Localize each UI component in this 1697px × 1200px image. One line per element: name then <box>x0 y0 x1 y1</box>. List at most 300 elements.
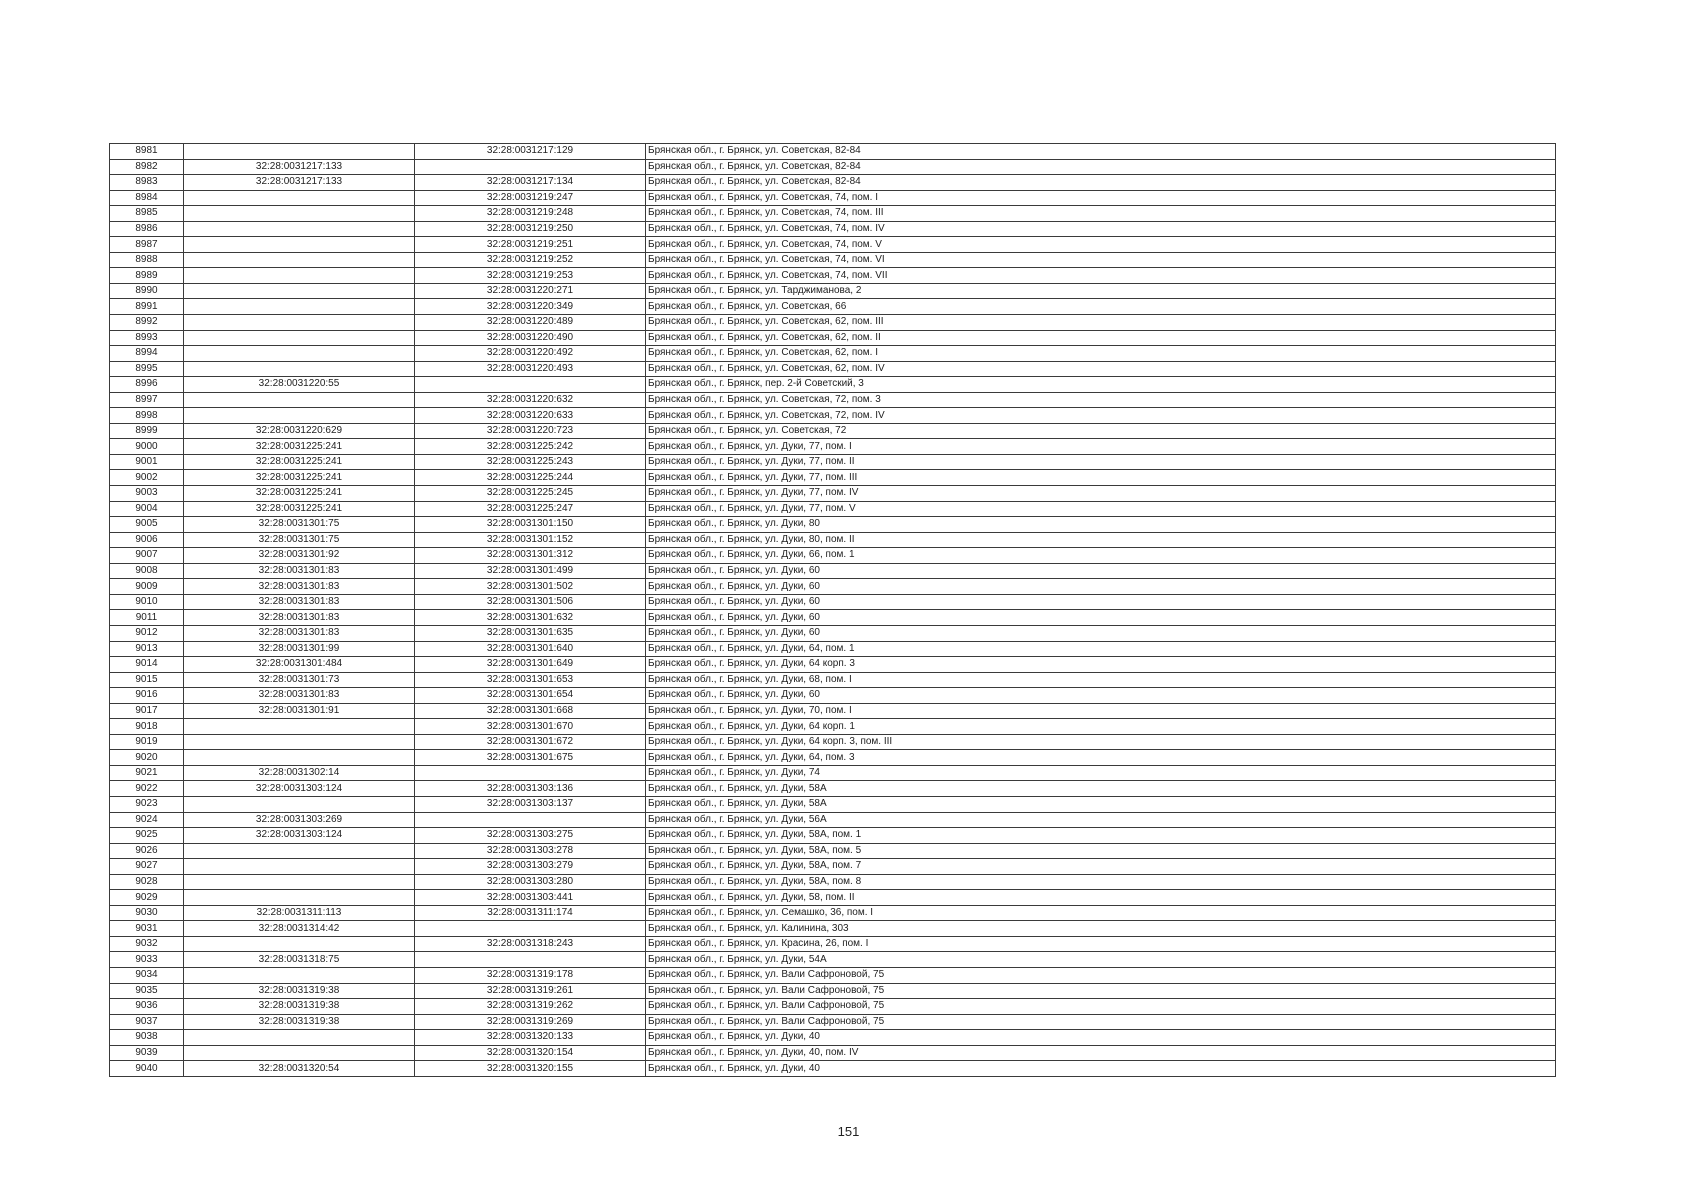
address-cell: Брянская обл., г. Брянск, ул. Дуки, 68, пом. I <box>646 672 1556 688</box>
parent-cadastral-number-cell: 32:28:0031301:75 <box>184 532 415 548</box>
cadastral-number-cell: 32:28:0031219:247 <box>415 190 646 206</box>
cadastral-number-cell: 32:28:0031301:653 <box>415 672 646 688</box>
parent-cadastral-number-cell <box>184 750 415 766</box>
row-number-cell: 9021 <box>110 765 184 781</box>
address-cell: Брянская обл., г. Брянск, ул. Дуки, 60 <box>646 579 1556 595</box>
cadastral-number-cell: 32:28:0031301:502 <box>415 579 646 595</box>
cadastral-number-cell: 32:28:0031220:632 <box>415 392 646 408</box>
parent-cadastral-number-cell <box>184 330 415 346</box>
cadastral-number-cell: 32:28:0031301:312 <box>415 548 646 564</box>
address-cell: Брянская обл., г. Брянск, ул. Дуки, 77, пом. V <box>646 501 1556 517</box>
address-cell: Брянская обл., г. Брянск, ул. Советская, 62, пом. I <box>646 346 1556 362</box>
table-row <box>110 781 1556 797</box>
parent-cadastral-number-cell: 32:28:0031301:83 <box>184 563 415 579</box>
table-row <box>110 408 1556 424</box>
parent-cadastral-number-cell: 32:28:0031318:75 <box>184 952 415 968</box>
row-number-cell: 9036 <box>110 999 184 1015</box>
parent-cadastral-number-cell <box>184 144 415 160</box>
row-number-cell: 9010 <box>110 594 184 610</box>
parent-cadastral-number-cell: 32:28:0031301:83 <box>184 625 415 641</box>
parent-cadastral-number-cell <box>184 1045 415 1061</box>
parent-cadastral-number-cell <box>184 890 415 906</box>
row-number-cell: 9028 <box>110 874 184 890</box>
table-row <box>110 890 1556 906</box>
row-number-cell: 8989 <box>110 268 184 284</box>
table-row <box>110 983 1556 999</box>
parent-cadastral-number-cell <box>184 392 415 408</box>
parent-cadastral-number-cell <box>184 936 415 952</box>
cadastral-number-cell: 32:28:0031301:506 <box>415 594 646 610</box>
address-cell: Брянская обл., г. Брянск, ул. Дуки, 56А <box>646 812 1556 828</box>
address-cell: Брянская обл., г. Брянск, ул. Дуки, 74 <box>646 765 1556 781</box>
cadastral-number-cell: 32:28:0031303:441 <box>415 890 646 906</box>
table-row <box>110 734 1556 750</box>
cadastral-number-cell: 32:28:0031303:275 <box>415 828 646 844</box>
table-row <box>110 828 1556 844</box>
table-row <box>110 952 1556 968</box>
parent-cadastral-number-cell <box>184 268 415 284</box>
address-cell: Брянская обл., г. Брянск, ул. Дуки, 54А <box>646 952 1556 968</box>
table-row <box>110 1030 1556 1046</box>
row-number-cell: 9004 <box>110 501 184 517</box>
address-cell: Брянская обл., г. Брянск, ул. Советская, 74, пом. VI <box>646 252 1556 268</box>
table-row <box>110 579 1556 595</box>
parent-cadastral-number-cell: 32:28:0031301:92 <box>184 548 415 564</box>
address-cell: Брянская обл., г. Брянск, ул. Семашко, 36, пом. I <box>646 905 1556 921</box>
address-cell: Брянская обл., г. Брянск, ул. Дуки, 60 <box>646 688 1556 704</box>
row-number-cell: 9003 <box>110 486 184 502</box>
cadastral-number-cell: 32:28:0031219:248 <box>415 206 646 222</box>
address-cell: Брянская обл., г. Брянск, ул. Дуки, 60 <box>646 625 1556 641</box>
parent-cadastral-number-cell <box>184 719 415 735</box>
parent-cadastral-number-cell <box>184 843 415 859</box>
address-cell: Брянская обл., г. Брянск, ул. Дуки, 80 <box>646 517 1556 533</box>
row-number-cell: 9040 <box>110 1061 184 1077</box>
row-number-cell: 9000 <box>110 439 184 455</box>
cadastral-number-cell: 32:28:0031303:280 <box>415 874 646 890</box>
row-number-cell: 9027 <box>110 859 184 875</box>
row-number-cell: 9008 <box>110 563 184 579</box>
address-cell: Брянская обл., г. Брянск, ул. Советская, 82-84 <box>646 159 1556 175</box>
table-row <box>110 657 1556 673</box>
table-row <box>110 999 1556 1015</box>
parent-cadastral-number-cell: 32:28:0031314:42 <box>184 921 415 937</box>
row-number-cell: 9007 <box>110 548 184 564</box>
table-row <box>110 625 1556 641</box>
row-number-cell: 9019 <box>110 734 184 750</box>
cadastral-number-cell: 32:28:0031220:723 <box>415 423 646 439</box>
table-row <box>110 315 1556 331</box>
row-number-cell: 9024 <box>110 812 184 828</box>
row-number-cell: 8994 <box>110 346 184 362</box>
row-number-cell: 9011 <box>110 610 184 626</box>
cadastral-number-cell: 32:28:0031319:269 <box>415 1014 646 1030</box>
parent-cadastral-number-cell: 32:28:0031301:83 <box>184 579 415 595</box>
table-row <box>110 594 1556 610</box>
parent-cadastral-number-cell <box>184 408 415 424</box>
table-row <box>110 936 1556 952</box>
address-cell: Брянская обл., г. Брянск, ул. Дуки, 58А, пом. 8 <box>646 874 1556 890</box>
parent-cadastral-number-cell <box>184 221 415 237</box>
address-cell: Брянская обл., г. Брянск, ул. Калинина, 303 <box>646 921 1556 937</box>
row-number-cell: 8999 <box>110 423 184 439</box>
address-cell: Брянская обл., г. Брянск, ул. Дуки, 60 <box>646 594 1556 610</box>
address-cell: Брянская обл., г. Брянск, ул. Дуки, 64 корп. 1 <box>646 719 1556 735</box>
cadastral-number-cell: 32:28:0031301:635 <box>415 625 646 641</box>
cadastral-number-cell: 32:28:0031225:245 <box>415 486 646 502</box>
address-cell: Брянская обл., г. Брянск, ул. Дуки, 58А <box>646 781 1556 797</box>
parent-cadastral-number-cell <box>184 206 415 222</box>
table-row <box>110 1045 1556 1061</box>
parent-cadastral-number-cell: 32:28:0031220:629 <box>184 423 415 439</box>
cadastral-number-cell: 32:28:0031220:492 <box>415 346 646 362</box>
address-cell: Брянская обл., г. Брянск, ул. Вали Сафроновой, 75 <box>646 1014 1556 1030</box>
row-number-cell: 8991 <box>110 299 184 315</box>
row-number-cell: 9022 <box>110 781 184 797</box>
cadastral-number-cell: 32:28:0031319:261 <box>415 983 646 999</box>
cadastral-number-cell: 32:28:0031220:349 <box>415 299 646 315</box>
row-number-cell: 9016 <box>110 688 184 704</box>
parent-cadastral-number-cell <box>184 190 415 206</box>
cadastral-number-cell: 32:28:0031301:640 <box>415 641 646 657</box>
row-number-cell: 8993 <box>110 330 184 346</box>
address-cell: Брянская обл., г. Брянск, ул. Советская, 66 <box>646 299 1556 315</box>
parent-cadastral-number-cell: 32:28:0031225:241 <box>184 439 415 455</box>
table-row <box>110 843 1556 859</box>
parent-cadastral-number-cell <box>184 315 415 331</box>
table-row <box>110 796 1556 812</box>
row-number-cell: 9005 <box>110 517 184 533</box>
parent-cadastral-number-cell <box>184 346 415 362</box>
row-number-cell: 9014 <box>110 657 184 673</box>
table-row <box>110 563 1556 579</box>
address-cell: Брянская обл., г. Брянск, ул. Тарджиманова, 2 <box>646 283 1556 299</box>
row-number-cell: 9001 <box>110 454 184 470</box>
cadastral-number-cell: 32:28:0031303:137 <box>415 796 646 812</box>
table-row <box>110 532 1556 548</box>
parent-cadastral-number-cell <box>184 1030 415 1046</box>
address-cell: Брянская обл., г. Брянск, ул. Дуки, 58А <box>646 796 1556 812</box>
cadastral-number-cell: 32:28:0031219:252 <box>415 252 646 268</box>
address-cell: Брянская обл., г. Брянск, ул. Советская, 74, пом. III <box>646 206 1556 222</box>
cadastral-number-cell: 32:28:0031225:243 <box>415 454 646 470</box>
parent-cadastral-number-cell: 32:28:0031303:269 <box>184 812 415 828</box>
address-cell: Брянская обл., г. Брянск, ул. Дуки, 77, пом. I <box>646 439 1556 455</box>
cadastral-number-cell: 32:28:0031225:244 <box>415 470 646 486</box>
table-row <box>110 361 1556 377</box>
row-number-cell: 9029 <box>110 890 184 906</box>
row-number-cell: 9025 <box>110 828 184 844</box>
table-row <box>110 921 1556 937</box>
row-number-cell: 8996 <box>110 377 184 393</box>
address-cell: Брянская обл., г. Брянск, ул. Советская, 72, пом. IV <box>646 408 1556 424</box>
address-cell: Брянская обл., г. Брянск, ул. Дуки, 60 <box>646 610 1556 626</box>
registry-table <box>109 143 1556 1077</box>
row-number-cell: 9018 <box>110 719 184 735</box>
table-row <box>110 750 1556 766</box>
row-number-cell: 8985 <box>110 206 184 222</box>
cadastral-number-cell: 32:28:0031320:155 <box>415 1061 646 1077</box>
cadastral-number-cell: 32:28:0031301:670 <box>415 719 646 735</box>
address-cell: Брянская обл., г. Брянск, ул. Дуки, 77, пом. II <box>646 454 1556 470</box>
cadastral-number-cell: 32:28:0031217:129 <box>415 144 646 160</box>
cadastral-number-cell: 32:28:0031220:489 <box>415 315 646 331</box>
parent-cadastral-number-cell: 32:28:0031301:83 <box>184 688 415 704</box>
parent-cadastral-number-cell <box>184 299 415 315</box>
address-cell: Брянская обл., г. Брянск, ул. Красина, 26, пом. I <box>646 936 1556 952</box>
address-cell: Брянская обл., г. Брянск, ул. Вали Сафроновой, 75 <box>646 967 1556 983</box>
table-row <box>110 1061 1556 1077</box>
table-row <box>110 874 1556 890</box>
table-row <box>110 812 1556 828</box>
address-cell: Брянская обл., г. Брянск, ул. Дуки, 77, пом. III <box>646 470 1556 486</box>
cadastral-number-cell: 32:28:0031219:251 <box>415 237 646 253</box>
table-row <box>110 719 1556 735</box>
parent-cadastral-number-cell: 32:28:0031225:241 <box>184 501 415 517</box>
address-cell: Брянская обл., г. Брянск, ул. Вали Сафроновой, 75 <box>646 999 1556 1015</box>
address-cell: Брянская обл., г. Брянск, ул. Дуки, 64 корп. 3 <box>646 657 1556 673</box>
address-cell: Брянская обл., г. Брянск, ул. Вали Сафроновой, 75 <box>646 983 1556 999</box>
row-number-cell: 8983 <box>110 175 184 191</box>
parent-cadastral-number-cell: 32:28:0031225:241 <box>184 470 415 486</box>
cadastral-number-cell: 32:28:0031301:152 <box>415 532 646 548</box>
address-cell: Брянская обл., г. Брянск, ул. Дуки, 58А, пом. 1 <box>646 828 1556 844</box>
row-number-cell: 9031 <box>110 921 184 937</box>
table-row <box>110 377 1556 393</box>
row-number-cell: 8990 <box>110 283 184 299</box>
table-row <box>110 859 1556 875</box>
cadastral-number-cell: 32:28:0031225:242 <box>415 439 646 455</box>
parent-cadastral-number-cell: 32:28:0031301:484 <box>184 657 415 673</box>
table-row <box>110 672 1556 688</box>
table-row <box>110 454 1556 470</box>
table-row <box>110 144 1556 160</box>
address-cell: Брянская обл., г. Брянск, ул. Дуки, 77, пом. IV <box>646 486 1556 502</box>
table-row <box>110 237 1556 253</box>
parent-cadastral-number-cell: 32:28:0031320:54 <box>184 1061 415 1077</box>
address-cell: Брянская обл., г. Брянск, ул. Советская, 72, пом. 3 <box>646 392 1556 408</box>
address-cell: Брянская обл., г. Брянск, ул. Советская, 62, пом. IV <box>646 361 1556 377</box>
table-row <box>110 159 1556 175</box>
address-cell: Брянская обл., г. Брянск, пер. 2-й Советский, 3 <box>646 377 1556 393</box>
cadastral-number-cell: 32:28:0031301:668 <box>415 703 646 719</box>
parent-cadastral-number-cell: 32:28:0031319:38 <box>184 1014 415 1030</box>
parent-cadastral-number-cell: 32:28:0031217:133 <box>184 159 415 175</box>
row-number-cell: 9039 <box>110 1045 184 1061</box>
parent-cadastral-number-cell: 32:28:0031303:124 <box>184 828 415 844</box>
row-number-cell: 9032 <box>110 936 184 952</box>
row-number-cell: 9033 <box>110 952 184 968</box>
address-cell: Брянская обл., г. Брянск, ул. Дуки, 80, пом. II <box>646 532 1556 548</box>
row-number-cell: 8987 <box>110 237 184 253</box>
row-number-cell: 9020 <box>110 750 184 766</box>
table-row <box>110 486 1556 502</box>
row-number-cell: 9013 <box>110 641 184 657</box>
table-row <box>110 283 1556 299</box>
address-cell: Брянская обл., г. Брянск, ул. Дуки, 58, пом. II <box>646 890 1556 906</box>
cadastral-number-cell: 32:28:0031301:675 <box>415 750 646 766</box>
table-row <box>110 221 1556 237</box>
table-row <box>110 330 1556 346</box>
parent-cadastral-number-cell: 32:28:0031311:113 <box>184 905 415 921</box>
cadastral-number-cell: 32:28:0031301:654 <box>415 688 646 704</box>
cadastral-number-cell: 32:28:0031319:262 <box>415 999 646 1015</box>
table-row <box>110 252 1556 268</box>
registry-table-body <box>110 144 1556 1077</box>
cadastral-number-cell: 32:28:0031320:154 <box>415 1045 646 1061</box>
address-cell: Брянская обл., г. Брянск, ул. Дуки, 40 <box>646 1030 1556 1046</box>
parent-cadastral-number-cell <box>184 237 415 253</box>
row-number-cell: 9009 <box>110 579 184 595</box>
parent-cadastral-number-cell: 32:28:0031225:241 <box>184 486 415 502</box>
cadastral-number-cell: 32:28:0031219:250 <box>415 221 646 237</box>
cadastral-number-cell <box>415 765 646 781</box>
table-row <box>110 641 1556 657</box>
parent-cadastral-number-cell <box>184 859 415 875</box>
cadastral-number-cell: 32:28:0031220:490 <box>415 330 646 346</box>
parent-cadastral-number-cell <box>184 967 415 983</box>
table-row <box>110 439 1556 455</box>
table-row <box>110 548 1556 564</box>
cadastral-number-cell <box>415 377 646 393</box>
cadastral-number-cell: 32:28:0031320:133 <box>415 1030 646 1046</box>
parent-cadastral-number-cell <box>184 361 415 377</box>
row-number-cell: 9030 <box>110 905 184 921</box>
address-cell: Брянская обл., г. Брянск, ул. Дуки, 40 <box>646 1061 1556 1077</box>
parent-cadastral-number-cell: 32:28:0031301:73 <box>184 672 415 688</box>
cadastral-number-cell <box>415 921 646 937</box>
address-cell: Брянская обл., г. Брянск, ул. Дуки, 64 корп. 3, пом. III <box>646 734 1556 750</box>
address-cell: Брянская обл., г. Брянск, ул. Советская, 74, пом. VII <box>646 268 1556 284</box>
address-cell: Брянская обл., г. Брянск, ул. Дуки, 58А, пом. 7 <box>646 859 1556 875</box>
cadastral-number-cell: 32:28:0031301:649 <box>415 657 646 673</box>
cadastral-number-cell: 32:28:0031301:499 <box>415 563 646 579</box>
row-number-cell: 8986 <box>110 221 184 237</box>
cadastral-number-cell: 32:28:0031311:174 <box>415 905 646 921</box>
address-cell: Брянская обл., г. Брянск, ул. Советская, 74, пом. V <box>646 237 1556 253</box>
table-row <box>110 299 1556 315</box>
address-cell: Брянская обл., г. Брянск, ул. Дуки, 60 <box>646 563 1556 579</box>
cadastral-number-cell <box>415 952 646 968</box>
parent-cadastral-number-cell: 32:28:0031319:38 <box>184 983 415 999</box>
row-number-cell: 9034 <box>110 967 184 983</box>
parent-cadastral-number-cell <box>184 734 415 750</box>
cadastral-number-cell: 32:28:0031219:253 <box>415 268 646 284</box>
cadastral-number-cell: 32:28:0031220:493 <box>415 361 646 377</box>
table-row <box>110 346 1556 362</box>
row-number-cell: 8988 <box>110 252 184 268</box>
table-row <box>110 423 1556 439</box>
row-number-cell: 9026 <box>110 843 184 859</box>
table-row <box>110 470 1556 486</box>
address-cell: Брянская обл., г. Брянск, ул. Советская, 62, пом. II <box>646 330 1556 346</box>
cadastral-number-cell: 32:28:0031225:247 <box>415 501 646 517</box>
address-cell: Брянская обл., г. Брянск, ул. Советская, 72 <box>646 423 1556 439</box>
cadastral-number-cell <box>415 159 646 175</box>
parent-cadastral-number-cell: 32:28:0031303:124 <box>184 781 415 797</box>
cadastral-number-cell: 32:28:0031318:243 <box>415 936 646 952</box>
table-row <box>110 905 1556 921</box>
table-row <box>110 206 1556 222</box>
parent-cadastral-number-cell: 32:28:0031220:55 <box>184 377 415 393</box>
parent-cadastral-number-cell <box>184 874 415 890</box>
row-number-cell: 9035 <box>110 983 184 999</box>
table-row <box>110 688 1556 704</box>
table-row <box>110 517 1556 533</box>
row-number-cell: 9015 <box>110 672 184 688</box>
cadastral-number-cell: 32:28:0031217:134 <box>415 175 646 191</box>
address-cell: Брянская обл., г. Брянск, ул. Советская, 82-84 <box>646 175 1556 191</box>
address-cell: Брянская обл., г. Брянск, ул. Дуки, 58А, пом. 5 <box>646 843 1556 859</box>
parent-cadastral-number-cell <box>184 796 415 812</box>
row-number-cell: 9006 <box>110 532 184 548</box>
cadastral-number-cell: 32:28:0031301:672 <box>415 734 646 750</box>
page-number: 151 <box>837 1124 860 1139</box>
row-number-cell: 8992 <box>110 315 184 331</box>
cadastral-number-cell: 32:28:0031303:278 <box>415 843 646 859</box>
table-row <box>110 501 1556 517</box>
row-number-cell: 8997 <box>110 392 184 408</box>
table-row <box>110 175 1556 191</box>
address-cell: Брянская обл., г. Брянск, ул. Советская, 82-84 <box>646 144 1556 160</box>
address-cell: Брянская обл., г. Брянск, ул. Дуки, 70, пом. I <box>646 703 1556 719</box>
table-row <box>110 610 1556 626</box>
row-number-cell: 8984 <box>110 190 184 206</box>
row-number-cell: 8982 <box>110 159 184 175</box>
cadastral-number-cell: 32:28:0031301:150 <box>415 517 646 533</box>
row-number-cell: 9002 <box>110 470 184 486</box>
parent-cadastral-number-cell: 32:28:0031319:38 <box>184 999 415 1015</box>
address-cell: Брянская обл., г. Брянск, ул. Советская, 74, пом. I <box>646 190 1556 206</box>
table-row <box>110 268 1556 284</box>
table-row <box>110 1014 1556 1030</box>
cadastral-number-cell: 32:28:0031220:633 <box>415 408 646 424</box>
parent-cadastral-number-cell: 32:28:0031301:83 <box>184 610 415 626</box>
row-number-cell: 9017 <box>110 703 184 719</box>
row-number-cell: 9038 <box>110 1030 184 1046</box>
row-number-cell: 9012 <box>110 625 184 641</box>
row-number-cell: 9023 <box>110 796 184 812</box>
row-number-cell: 8998 <box>110 408 184 424</box>
cadastral-number-cell: 32:28:0031301:632 <box>415 610 646 626</box>
cadastral-number-cell: 32:28:0031303:279 <box>415 859 646 875</box>
parent-cadastral-number-cell: 32:28:0031301:75 <box>184 517 415 533</box>
table-row <box>110 703 1556 719</box>
address-cell: Брянская обл., г. Брянск, ул. Советская, 74, пом. IV <box>646 221 1556 237</box>
table-row <box>110 765 1556 781</box>
parent-cadastral-number-cell: 32:28:0031217:133 <box>184 175 415 191</box>
parent-cadastral-number-cell <box>184 252 415 268</box>
address-cell: Брянская обл., г. Брянск, ул. Советская, 62, пом. III <box>646 315 1556 331</box>
row-number-cell: 8981 <box>110 144 184 160</box>
cadastral-number-cell <box>415 812 646 828</box>
table-row <box>110 190 1556 206</box>
parent-cadastral-number-cell: 32:28:0031301:91 <box>184 703 415 719</box>
table-row <box>110 967 1556 983</box>
row-number-cell: 9037 <box>110 1014 184 1030</box>
table-row <box>110 392 1556 408</box>
parent-cadastral-number-cell: 32:28:0031225:241 <box>184 454 415 470</box>
cadastral-number-cell: 32:28:0031303:136 <box>415 781 646 797</box>
row-number-cell: 8995 <box>110 361 184 377</box>
cadastral-number-cell: 32:28:0031220:271 <box>415 283 646 299</box>
parent-cadastral-number-cell: 32:28:0031302:14 <box>184 765 415 781</box>
address-cell: Брянская обл., г. Брянск, ул. Дуки, 40, пом. IV <box>646 1045 1556 1061</box>
parent-cadastral-number-cell: 32:28:0031301:83 <box>184 594 415 610</box>
parent-cadastral-number-cell <box>184 283 415 299</box>
address-cell: Брянская обл., г. Брянск, ул. Дуки, 66, пом. 1 <box>646 548 1556 564</box>
address-cell: Брянская обл., г. Брянск, ул. Дуки, 64, пом. 1 <box>646 641 1556 657</box>
